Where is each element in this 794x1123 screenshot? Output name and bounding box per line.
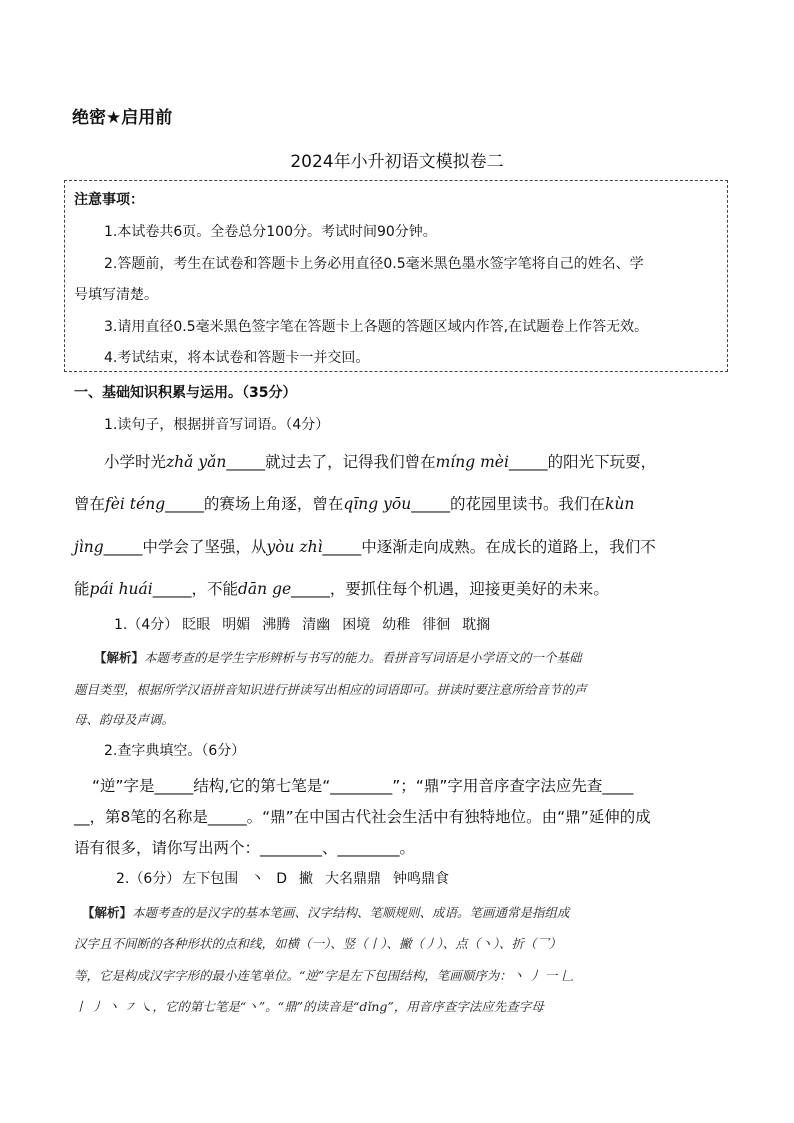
notice-item-4: 4.考试结束，将本试卷和答题卡一并交回。 [104,350,370,366]
notice-item-3: 3.请用直径0.5毫米黑色签字笔在答题卡上各题的答题区域内作答,在试题卷上作答无效。 [104,319,649,335]
pinyin: qīng yōu [343,495,412,513]
question-1-line-4: 能pái huái_____，不能dān ge_____，要抓住每个机遇，迎接更美好的未来。 [74,580,609,598]
notice-item-2: 2.答题前，考生在试卷和答题卡上务必用直径0.5毫米黑色墨水签字笔将自己的姓名、学 [104,256,644,272]
question-2-line-1: “逆”字是_____结构,它的第七笔是“________”；“鼎”字用音序查字法应先查____ [92,777,634,795]
pinyin: jìng [74,538,104,556]
notice-item-1: 1.本试卷共6页。全卷总分100分。考试时间90分钟。 [104,224,437,240]
pinyin: míng mèi [435,453,509,471]
pinyin: zhǎ yǎn [166,453,227,471]
question-1-answer: 1.（4分） 眨眼 明媚 沸腾 清幽 困境 幼稚 徘徊 耽搁 [114,617,491,633]
question-1-analysis-3: 母、韵母及声调。 [74,712,175,727]
notice-box [64,180,728,372]
pinyin: pái huái [89,580,153,598]
pinyin: dān ge [238,580,292,598]
question-2-answer: 2.（6分） 左下包围 丶 D 撇 大名鼎鼎 钟鸣鼎食 [116,871,450,887]
notice-heading: 注意事项： [74,192,144,208]
confidential-label: 绝密★启用前 [72,108,173,128]
question-2-line-3: 语有很多，请你写出两个：________、________。 [74,839,416,857]
question-1-prompt: 1.读句子，根据拼音写词语。（4分） [104,417,330,433]
pinyin: kùn [604,495,635,513]
exam-title: 2024年小升初语文模拟卷二 [290,152,504,172]
notice-item-2-cont: 号填写清楚。 [74,287,158,303]
question-2-analysis-4: 丨 丿 丶 ㇇ ㇏，它的第七笔是“丶”。“鼎”的读音是“dǐng”，用音序查字法应先查字母 [74,999,544,1014]
pinyin: yòu zhì [266,538,323,556]
question-2-line-2: __，第8笔的名称是_____。“鼎”在中国古代社会生活中有独特地位。由“鼎”延伸的成 [74,808,651,826]
question-2-prompt: 2.查字典填空。（6分） [104,743,246,759]
question-1-line-3: jìng_____中学会了坚强，从yòu zhì_____中逐渐走向成熟。在成长的道路上，我们不 [74,538,656,556]
question-1-analysis-2: 题目类型，根据所学汉语拼音知识进行拼读写出相应的词语即可。拼读时要注意所给音节的声 [74,682,587,697]
pinyin: fèi téng [105,495,166,513]
section-heading: 一、基础知识积累与运用。（35分） [74,385,297,401]
question-2-analysis-1: 【解析】本题考查的是汉字的基本笔画、汉字结构、笔顺规则、成语。笔画通常是指组成 [82,905,570,920]
question-1-analysis-1: 【解析】本题考查的是学生字形辨析与书写的能力。看拼音写词语是小学语文的一个基础 [94,650,582,665]
question-2-analysis-3: 等，它是构成汉字字形的最小连笔单位。“逆”字是左下包围结构，笔画顺序为：丶 丿 一 𠃊 [74,968,574,983]
question-2-analysis-2: 汉字且不间断的各种形状的点和线，如横（一）、竖（丨）、撇（丿）、点（丶）、折（乛） [74,936,562,951]
question-1-line-1: 小学时光zhǎ yǎn_____就过去了，记得我们曾在míng mèi_____的阳光下玩耍， [104,453,657,471]
question-1-line-2: 曾在fèi téng_____的赛场上角逐，曾在qīng yōu_____的花园里读书。我们在kùn [74,495,635,513]
